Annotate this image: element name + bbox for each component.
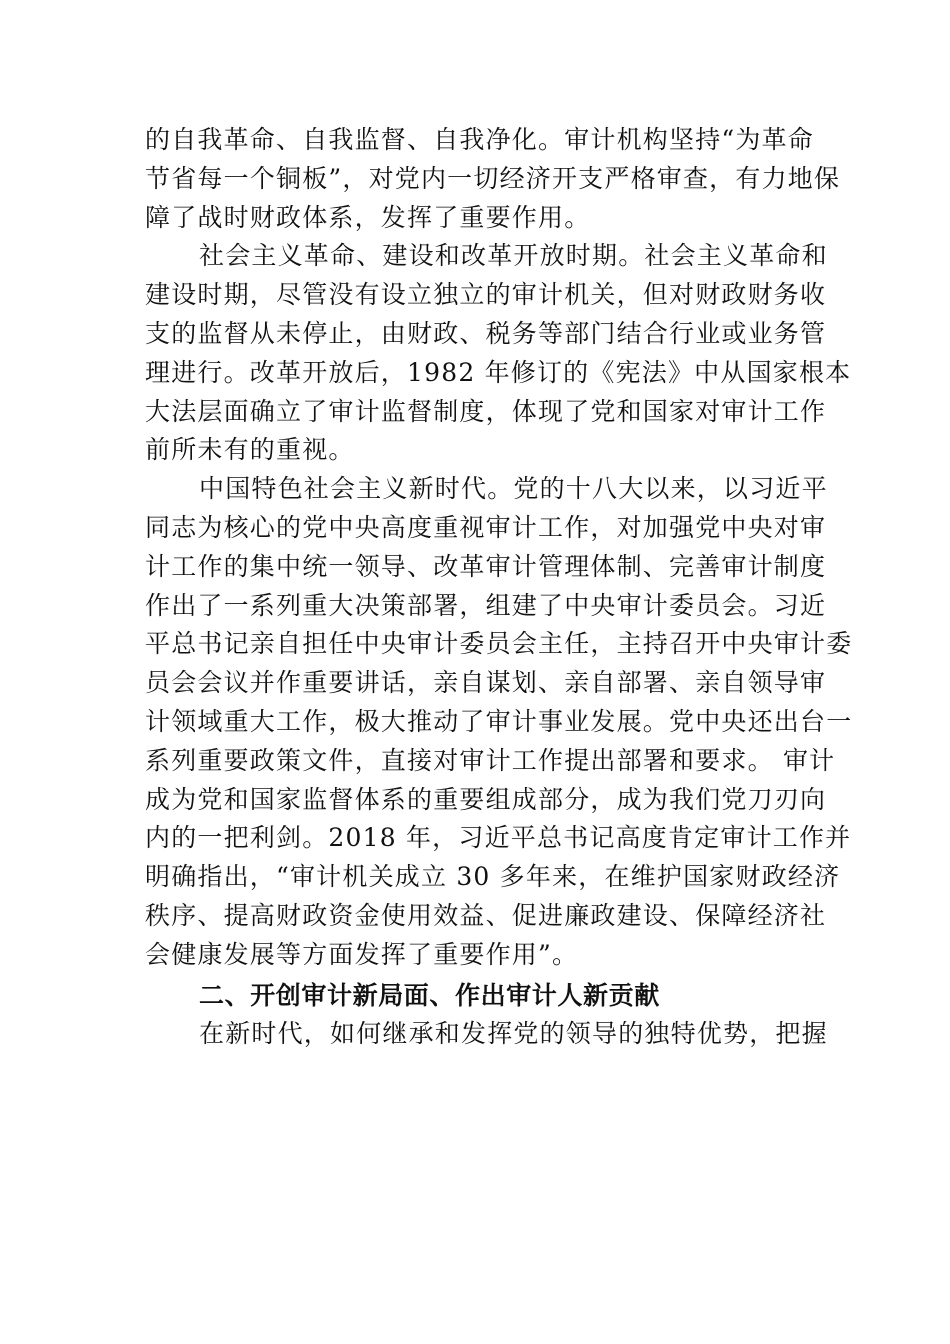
- text-line: 建设时期，尽管没有设立独立的审计机关，但对财政财务收: [145, 280, 827, 310]
- text-line: 障了战时财政体系，发挥了重要作用。: [145, 202, 591, 232]
- text-line: 秩序、提高财政资金使用效益、促进廉政建设、保障经济社: [145, 900, 827, 930]
- text-line: 社会主义革命、建设和改革开放时期。社会主义革命和: [199, 241, 828, 271]
- text-line: 计工作的集中统一领导、改革审计管理体制、完善审计制度: [145, 551, 827, 581]
- paragraph-reform-era: [145, 237, 852, 470]
- text-line: 作出了一系列重大决策部署，组建了中央审计委员会。习近: [145, 590, 827, 620]
- text-line: 会健康发展等方面发挥了重要作用”。: [145, 939, 579, 969]
- text-line: 成为党和国家监督体系的重要组成部分，成为我们党刀刃向: [145, 784, 827, 814]
- section-heading: 二、开创审计新局面、作出审计人新贡献: [199, 980, 660, 1010]
- paragraph-new-era: [145, 470, 853, 974]
- text-line: 节省每一个铜板”，对党内一切经济开支严格审查，有力地保: [145, 163, 841, 193]
- text-line: 内的一把利剑。2018 年，习近平总书记高度肯定审计工作并: [145, 823, 852, 853]
- text-line: 中国特色社会主义新时代。党的十八大以来，以习近平: [199, 474, 828, 504]
- paragraph-wartime-audit: [145, 121, 841, 237]
- text-line: 同志为核心的党中央高度重视审计工作，对加强党中央对审: [145, 512, 827, 542]
- text-line: 员会会议并作重要讲话，亲自谋划、亲自部署、亲自领导审: [145, 668, 827, 698]
- text-line: 大法层面确立了审计监督制度，体现了党和国家对审计工作: [145, 396, 827, 426]
- text-line: 理进行。改革开放后，1982 年修订的《宪法》中从国家根本: [145, 357, 852, 387]
- text-line: 前所未有的重视。: [145, 435, 355, 465]
- text-line: 的自我革命、自我监督、自我净化。审计机构坚持“为革命: [145, 125, 814, 154]
- text-line: 计领域重大工作，极大推动了审计事业发展。党中央还出台一: [145, 706, 853, 736]
- paragraph-continuation: [145, 1015, 828, 1054]
- text-line: 明确指出，“审计机关成立 30 多年来，在维护国家财政经济: [145, 862, 841, 892]
- text-line: 系列重要政策文件，直接对审计工作提出部署和要求。 审计: [145, 745, 836, 775]
- text-line: 支的监督从未停止，由财政、税务等部门结合行业或业务管: [145, 318, 827, 348]
- body-text: [145, 121, 853, 1053]
- text-line: 在新时代，如何继承和发挥党的领导的独特优势，把握: [199, 1018, 828, 1048]
- text-line: 平总书记亲自担任中央审计委员会主任，主持召开中央审计委: [145, 629, 853, 659]
